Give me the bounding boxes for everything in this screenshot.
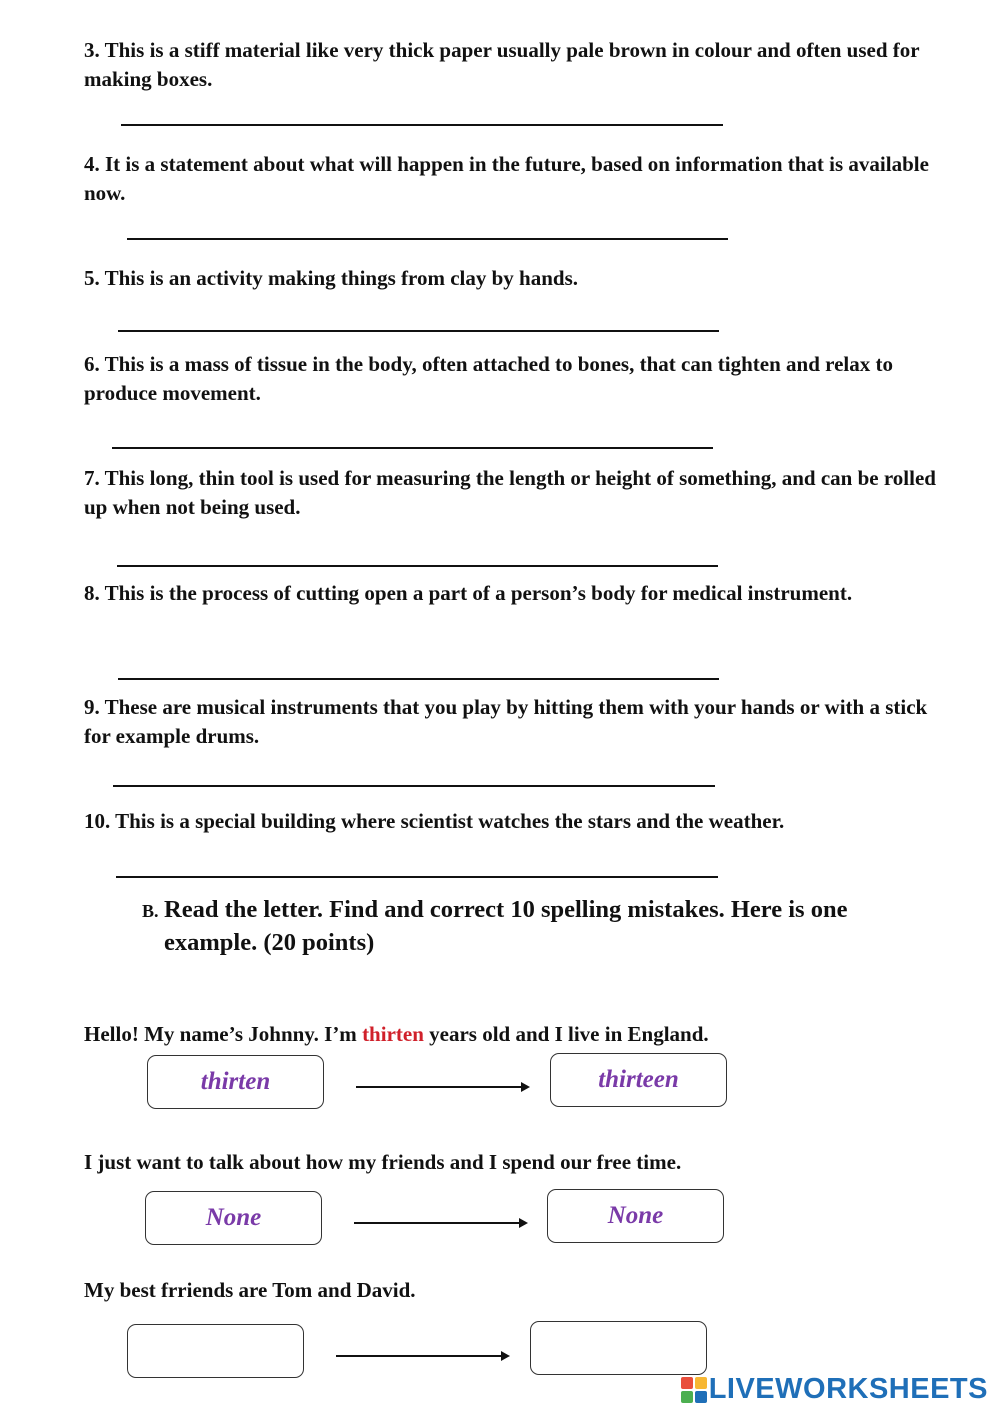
- arrow-icon: [356, 1086, 528, 1088]
- answer-line-9[interactable]: [113, 785, 715, 787]
- question-5: 5. This is an activity making things from clay by hands.: [84, 266, 578, 290]
- section-b-marker: B.: [142, 901, 159, 921]
- misspelled-word: thirten: [362, 1022, 424, 1046]
- sentence-text: My best frriends are Tom and David.: [84, 1278, 416, 1302]
- correct-word-box-1[interactable]: thirteen: [550, 1053, 727, 1107]
- arrow-icon: [354, 1222, 526, 1224]
- question-3: 3. This is a stiff material like very thick paper usually pale brown in colour and often used for making boxes.: [84, 38, 920, 91]
- sentence-text: Hello! My name’s Johnny. I’m: [84, 1022, 363, 1046]
- answer-line-6[interactable]: [112, 447, 713, 449]
- letter-sentence-3: [84, 1276, 964, 1304]
- answer-line-7[interactable]: [117, 565, 718, 567]
- answer-line-5[interactable]: [118, 330, 719, 332]
- sentence-text: years old and I live in England.: [423, 1022, 709, 1046]
- wrong-word-box-1[interactable]: thirten: [147, 1055, 324, 1109]
- question-6: 6. This is a mass of tissue in the body, often attached to bones, that can tighten and relax to produce movement.: [84, 352, 893, 405]
- question-8: 8. This is the process of cutting open a part of a person’s body for medical instrument.: [84, 581, 853, 605]
- answer-line-3[interactable]: [121, 124, 723, 126]
- wrong-word-box-3[interactable]: [127, 1324, 304, 1378]
- section-b-heading: [142, 893, 942, 959]
- liveworksheets-logo-icon: [681, 1377, 707, 1403]
- question-10: 10. This is a special building where scientist watches the stars and the weather.: [84, 809, 785, 833]
- arrow-icon: [336, 1355, 508, 1357]
- brand-name: LIVEWORKSHEETS: [708, 1373, 988, 1405]
- answer-line-8[interactable]: [118, 678, 719, 680]
- question-4: 4. It is a statement about what will happen in the future, based on information that is available now.: [84, 152, 929, 205]
- sentence-text: I just want to talk about how my friends and I spend our free time.: [84, 1150, 682, 1174]
- liveworksheets-logo: [681, 1373, 988, 1406]
- question-7: 7. This long, thin tool is used for measuring the length or height of something, and can be rolled up when not being used.: [84, 466, 936, 519]
- correct-word-box-2[interactable]: None: [547, 1189, 724, 1243]
- answer-line-10[interactable]: [116, 876, 718, 878]
- answer-line-4[interactable]: [127, 238, 728, 240]
- section-b-instruction: Read the letter. Find and correct 10 spelling mistakes. Here is one example. (20 points): [164, 896, 848, 956]
- wrong-word-box-2[interactable]: None: [145, 1191, 322, 1245]
- letter-sentence-1: [84, 1020, 964, 1048]
- question-9: 9. These are musical instruments that you play by hitting them with your hands or with a stick for example drums.: [84, 695, 928, 748]
- letter-sentence-2: [84, 1148, 964, 1176]
- correct-word-box-3[interactable]: [530, 1321, 707, 1375]
